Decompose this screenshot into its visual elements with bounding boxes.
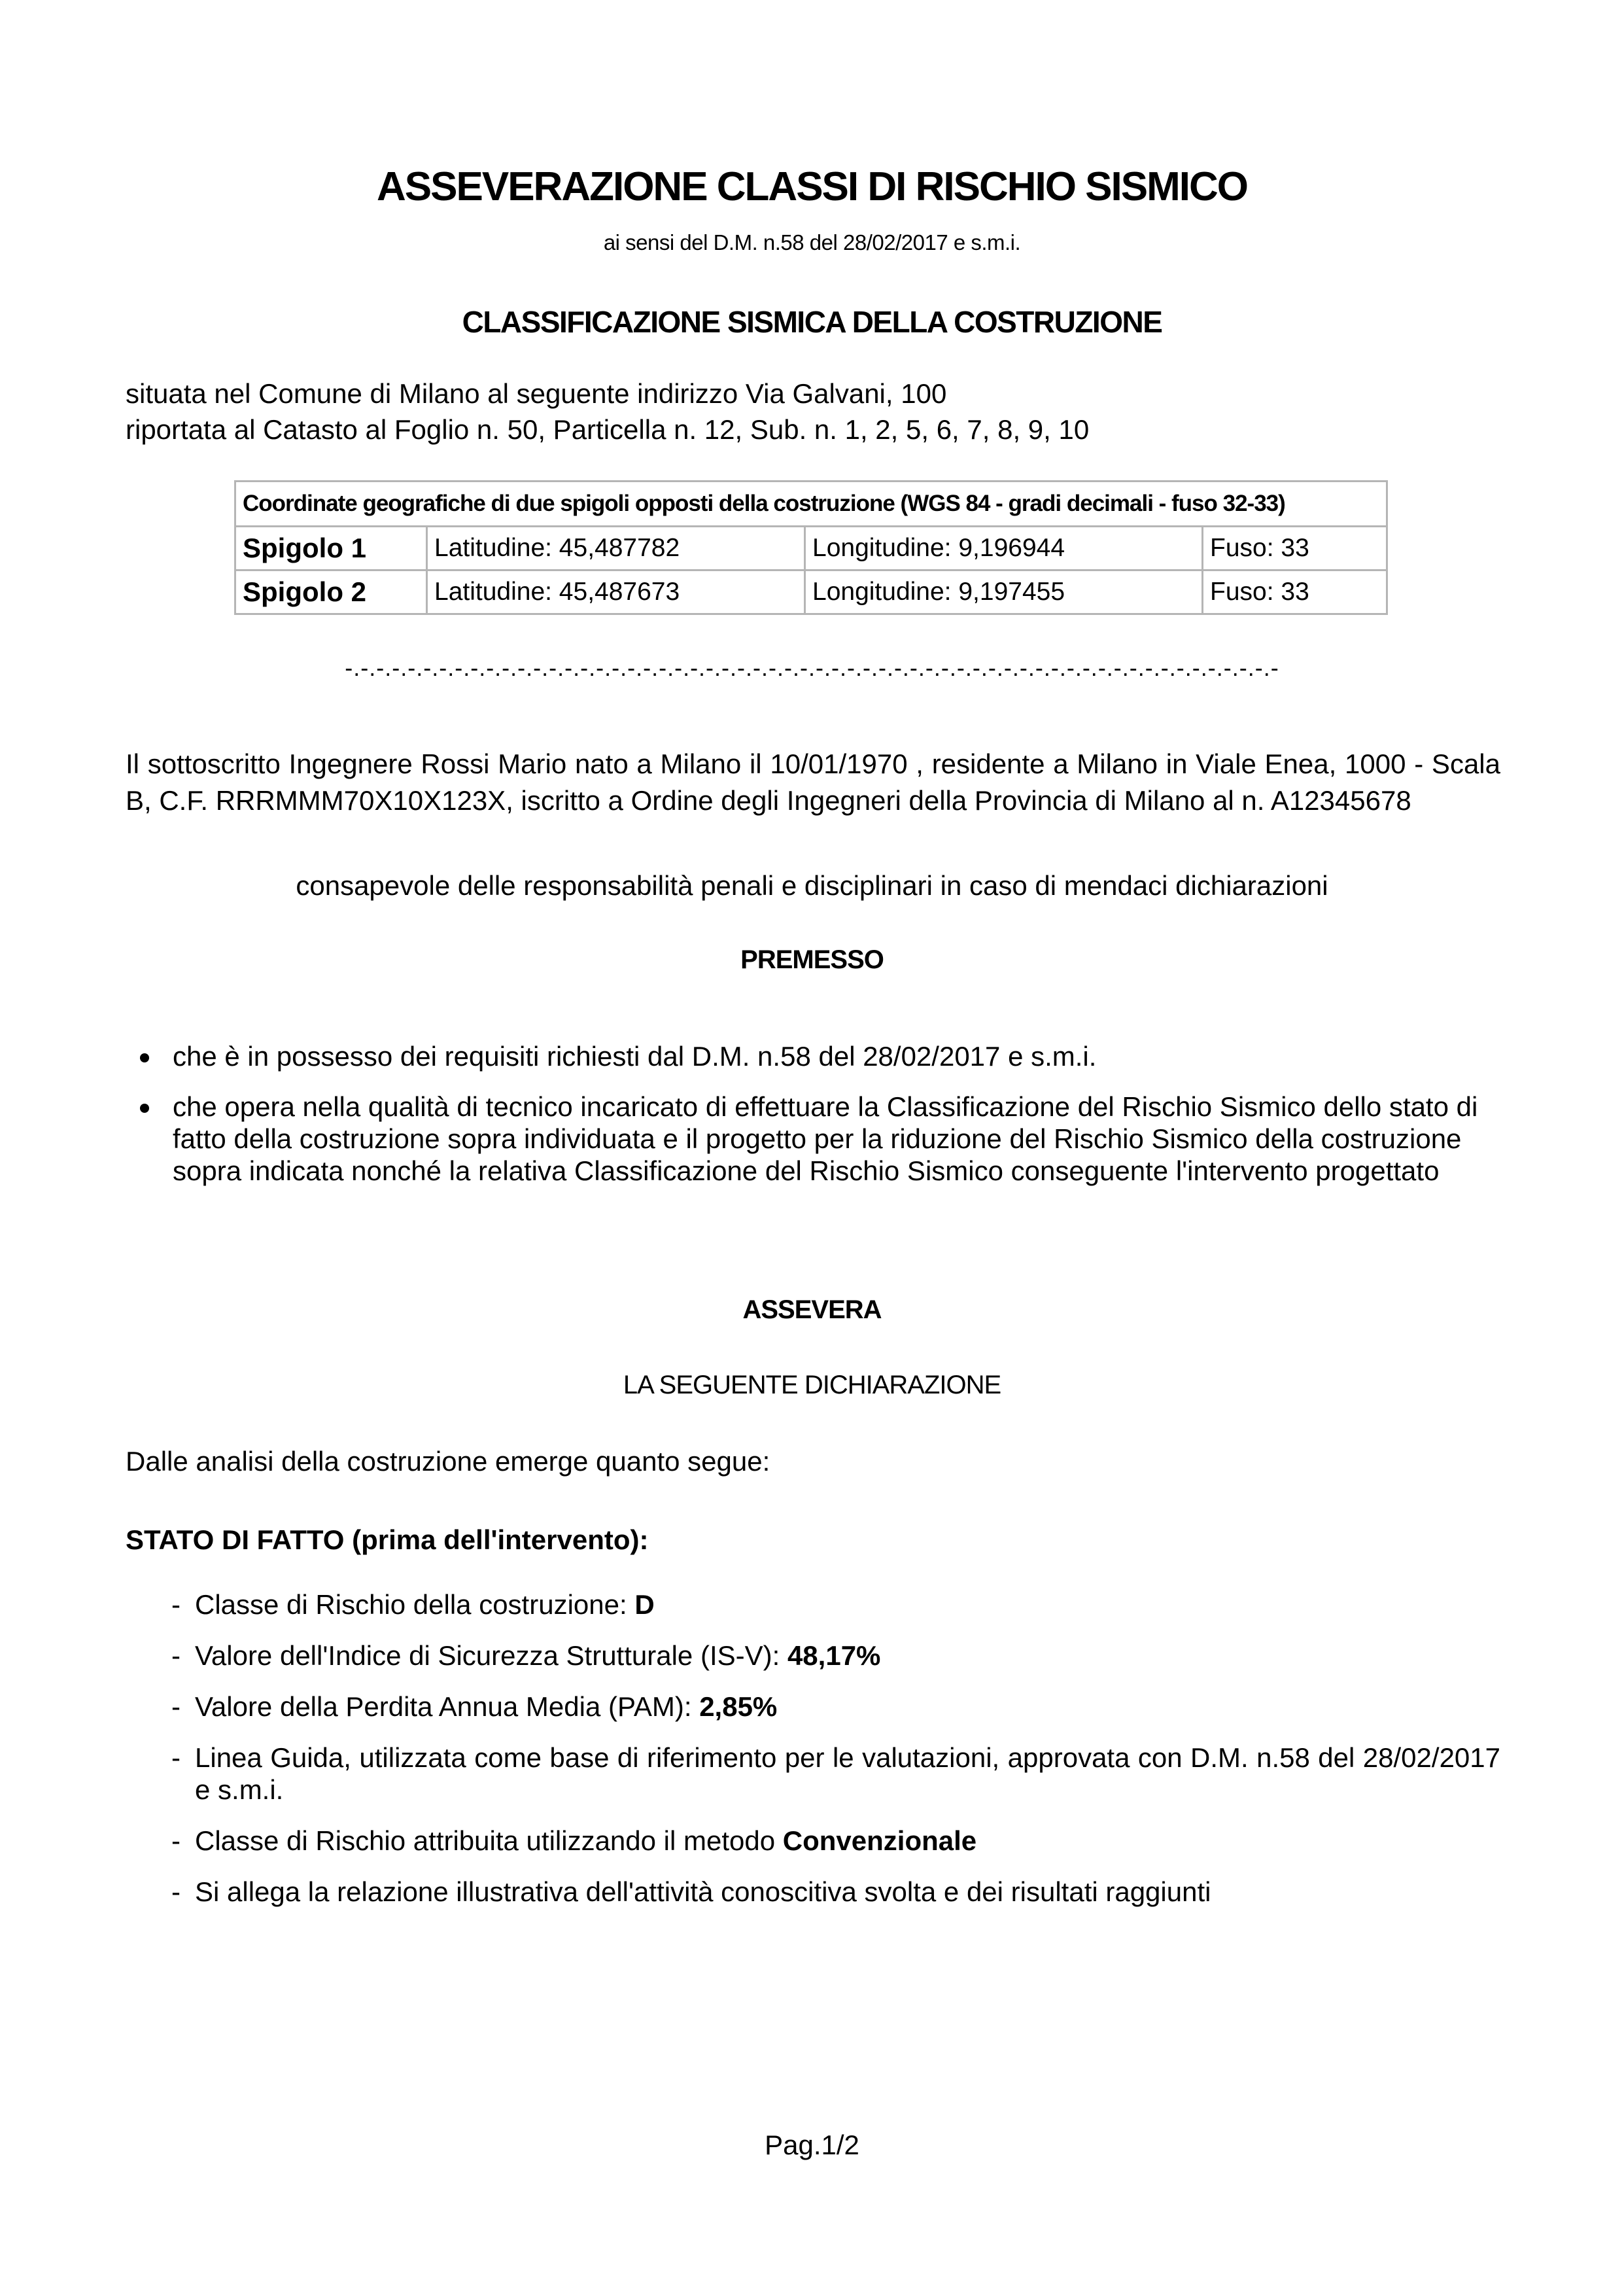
bullet-icon [140,1104,149,1113]
longitude-cell: Longitudine: 9,196944 [805,527,1203,570]
method-value: Convenzionale [782,1825,977,1856]
list-item [171,1876,1500,1908]
analysis-intro: Dalle analisi della costruzione emerge quanto segue: [126,1446,770,1477]
declarant-paragraph: Il sottoscritto Ingegnere Rossi Mario nato a Milano il 10/01/1970 , residente a Milano in Viale Enea, 1000 - Scala B, C.F. RRRMMM70X10X123X, iscritto a Ordine degli Ingegneri della Provincia di Milano al n. A12345678 [126,748,1500,816]
dash-icon: - [171,1589,181,1620]
list-item-text: Linea Guida, utilizzata come base di riferimento per le valutazioni, approvata con D.M. n.58 del 28/02/2017 e s.m.i. [195,1742,1500,1805]
list-item-text: Valore della Perdita Annua Media (PAM): [195,1691,700,1722]
list-item [126,1040,1500,1072]
list-item-text: Classe di Rischio attribuita utilizzando il metodo [195,1825,783,1856]
table-row [235,527,1387,570]
list-item [171,1639,1500,1672]
list-item [171,1588,1500,1621]
stato-di-fatto-list [171,1588,1500,1927]
table-row [235,570,1387,614]
risk-class-value: D [634,1589,655,1620]
list-item [126,1091,1500,1187]
safety-index-value: 48,17% [787,1640,881,1671]
dash-icon: - [171,1876,181,1907]
list-item [171,1691,1500,1723]
corner-label: Spigolo 1 [235,527,427,570]
assevera-heading: ASSEVERA [742,1295,882,1324]
list-item-text: Valore dell'Indice di Sicurezza Strutturale (IS-V): [195,1640,787,1671]
separator-line: -.-.-.-.-.-.-.-.-.-.-.-.-.-.-.-.-.-.-.-.-.-.-.-.-.-.-.-.-.-.-.-.-.-.-.-.-.-.-.-.-.-.-.-.-.-.-.-.-.-.-.-.-.-.-.-.-.-.-.- [345,654,1279,681]
latitude-cell: Latitudine: 45,487673 [427,570,805,614]
dash-icon: - [171,1640,181,1671]
list-item [171,1742,1500,1806]
zone-cell: Fuso: 33 [1203,527,1387,570]
page-number: Pag.1/2 [765,2129,859,2160]
latitude-cell: Latitudine: 45,487782 [427,527,805,570]
list-item-text: Si allega la relazione illustrativa dell'attività conoscitiva svolta e dei risultati raggiunti [195,1876,1211,1907]
list-item-text: che opera nella qualità di tecnico incaricato di effettuare la Classificazione del Rischio Sismico dello stato di fatto della costruzione sopra individuata e il progetto per la riduzione del Rischio Sismico della costruzione sopra indicata nonché la relativa Classificazione del Rischio Sismico conseguente l'intervento progettato [173,1091,1478,1186]
longitude-cell: Longitudine: 9,197455 [805,570,1203,614]
awareness-statement: consapevole delle responsabilità penali e disciplinari in caso di mendaci dichiarazioni [296,870,1328,901]
premesso-list [126,1040,1500,1205]
coordinates-table [234,480,1388,615]
stato-di-fatto-heading: STATO DI FATTO (prima dell'intervento): [126,1524,649,1555]
dash-icon: - [171,1691,181,1722]
location-cadastre: riportata al Catasto al Foglio n. 50, Particella n. 12, Sub. n. 1, 2, 5, 6, 7, 8, 9, 10 [126,414,1090,445]
corner-label: Spigolo 2 [235,570,427,614]
dash-icon: - [171,1742,181,1773]
pam-value: 2,85% [699,1691,778,1722]
document-title: ASSEVERAZIONE CLASSI DI RISCHIO SISMICO [377,164,1247,209]
zone-cell: Fuso: 33 [1203,570,1387,614]
list-item [171,1825,1500,1857]
location-address: situata nel Comune di Milano al seguente indirizzo Via Galvani, 100 [126,378,947,409]
dichiarazione-subheading: LA SEGUENTE DICHIARAZIONE [623,1371,1001,1399]
table-header-row [235,482,1387,527]
list-item-text: Classe di Rischio della costruzione: [195,1589,635,1620]
table-header: Coordinate geografiche di due spigoli opposti della costruzione (WGS 84 - gradi decimali - fuso 32-33) [235,482,1387,527]
dash-icon: - [171,1825,181,1856]
bullet-icon [140,1053,149,1062]
premesso-heading: PREMESSO [740,945,884,974]
section-title: CLASSIFICAZIONE SISMICA DELLA COSTRUZIONE [462,305,1162,339]
list-item-text: che è in possesso dei requisiti richiesti dal D.M. n.58 del 28/02/2017 e s.m.i. [173,1041,1097,1072]
document-subtitle: ai sensi del D.M. n.58 del 28/02/2017 e s.m.i. [603,230,1021,254]
